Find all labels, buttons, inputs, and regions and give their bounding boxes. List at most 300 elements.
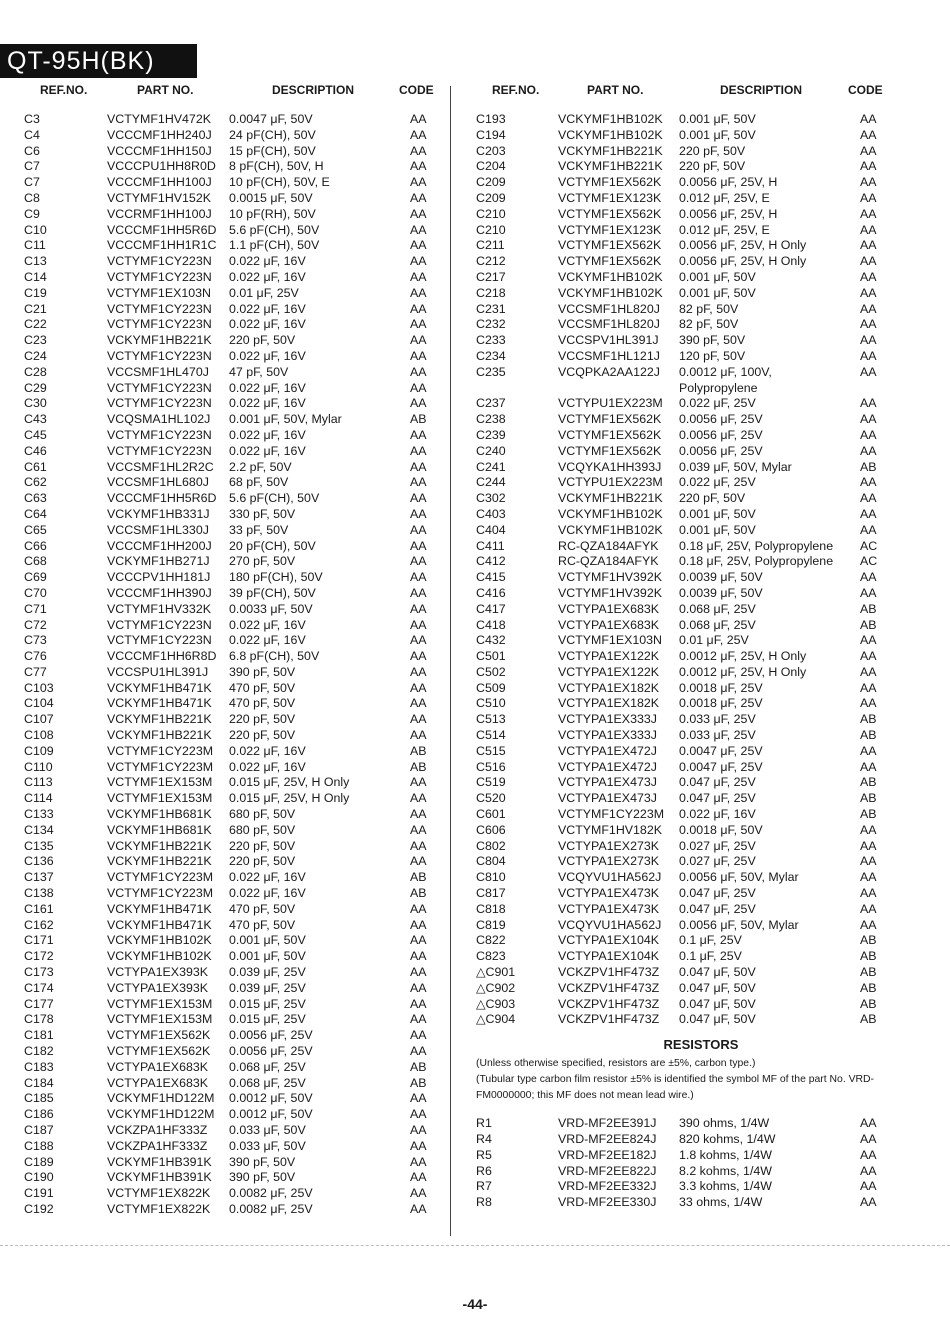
part-row xyxy=(24,760,444,776)
ref-no: C29 xyxy=(24,380,47,395)
part-no: VCTYMF1EX562K xyxy=(558,412,662,427)
part-row xyxy=(476,728,926,744)
part-row xyxy=(476,381,926,397)
description: 0.022 μF, 16V xyxy=(229,396,306,411)
code: AA xyxy=(410,254,427,269)
description: 82 pF, 50V xyxy=(679,317,739,332)
code: AB xyxy=(860,601,877,616)
part-no: VCCSPV1HL391J xyxy=(558,333,659,348)
ref-no: C64 xyxy=(24,506,47,521)
code: AA xyxy=(860,1179,877,1194)
code: AA xyxy=(410,696,427,711)
description: 0.0082 μF, 25V xyxy=(229,1201,313,1216)
description: 0.0056 μF, 25V xyxy=(229,1044,313,1059)
column-divider xyxy=(450,86,451,1236)
part-no: VCCCMF1HH5R6D xyxy=(107,491,217,506)
part-no: VCKYMF1HB221K xyxy=(107,712,212,727)
part-row xyxy=(24,270,444,286)
part-no: VCTYPA1EX273K xyxy=(558,838,660,853)
part-row xyxy=(476,712,926,728)
ref-no: C3 xyxy=(24,112,40,126)
part-row xyxy=(476,760,926,776)
part-no: VCTYPA1EX182K xyxy=(558,680,660,695)
part-no: VCTYMF1EX562K xyxy=(558,206,662,221)
code: AA xyxy=(410,1091,427,1106)
part-no: VCKYMF1HB271J xyxy=(107,554,210,569)
part-no: VCTYPU1EX223M xyxy=(558,475,663,490)
description: 47 pF, 50V xyxy=(229,364,289,379)
description: 2.2 pF, 50V xyxy=(229,459,292,474)
description: 0.022 μF, 16V xyxy=(229,317,306,332)
code: AA xyxy=(410,649,427,664)
ref-no: C187 xyxy=(24,1123,54,1137)
model-title: QT-95H(BK) xyxy=(0,44,197,78)
description: 10 pF(CH), 50V, E xyxy=(229,175,330,190)
part-row xyxy=(476,918,926,934)
part-no: VCKZPV1HF473Z xyxy=(558,996,660,1011)
part-no: VCTYPA1EX473J xyxy=(558,775,657,790)
ref-no: C192 xyxy=(24,1201,54,1216)
part-no: VCKYMF1HB681K xyxy=(107,822,212,837)
part-no: VCTYMF1EX123K xyxy=(558,222,662,237)
ref-no: C177 xyxy=(24,996,54,1011)
code: AA xyxy=(410,1123,427,1137)
description: 0.0047 μF, 25V xyxy=(679,759,763,774)
part-no: VCTYMF1EX153M xyxy=(107,1012,213,1027)
ref-no: C72 xyxy=(24,617,47,632)
part-no: VCQSMA1HL102J xyxy=(107,412,211,427)
ref-no: C45 xyxy=(24,427,47,442)
description: 8.2 kohms, 1/4W xyxy=(679,1163,772,1178)
ref-no: C61 xyxy=(24,459,47,474)
code: AA xyxy=(860,1116,877,1131)
code: AA xyxy=(410,269,427,284)
description: 0.047 μF, 50V xyxy=(679,996,756,1011)
code: AA xyxy=(860,570,877,585)
ref-no: C204 xyxy=(476,159,506,174)
code: AA xyxy=(410,1044,427,1059)
part-row xyxy=(24,507,444,523)
header-part-right: PART NO. xyxy=(587,83,644,97)
description: 0.001 μF, 50V xyxy=(679,522,756,537)
part-row xyxy=(476,333,926,349)
description: 220 pF, 50V xyxy=(679,159,746,174)
code: AA xyxy=(860,159,877,174)
part-no: VCTYPA1EX104K xyxy=(558,933,660,948)
part-no: VCTYPA1EX393K xyxy=(107,965,209,980)
part-row xyxy=(476,823,926,839)
code: AB xyxy=(860,965,877,980)
ref-no: C43 xyxy=(24,412,47,427)
part-row xyxy=(24,918,444,934)
part-no: VCKYMF1HB391K xyxy=(107,1154,212,1169)
code: AA xyxy=(410,822,427,837)
part-row xyxy=(476,128,926,144)
code: AA xyxy=(410,791,427,806)
part-row xyxy=(476,586,926,602)
part-row xyxy=(476,744,926,760)
code: AA xyxy=(860,443,877,458)
header-code-right: CODE xyxy=(848,83,883,97)
code: AA xyxy=(410,980,427,995)
description: 180 pF(CH), 50V xyxy=(229,570,323,585)
code: AA xyxy=(410,1154,427,1169)
code: AA xyxy=(410,206,427,221)
part-no: VCCCMF1HH5R6D xyxy=(107,222,217,237)
part-row xyxy=(24,775,444,791)
description: 390 pF, 50V xyxy=(679,333,746,348)
description: 0.18 μF, 25V, Polypropylene xyxy=(679,538,834,553)
description: 0.047 μF, 50V xyxy=(679,965,756,980)
code: AA xyxy=(410,1201,427,1216)
part-no: VCTYMF1EX562K xyxy=(558,175,662,190)
code: AA xyxy=(410,301,427,316)
part-row xyxy=(24,823,444,839)
ref-no: C185 xyxy=(24,1091,54,1106)
description: 220 pF, 50V xyxy=(229,838,296,853)
code: AA xyxy=(410,554,427,569)
description: 0.0047 μF, 50V xyxy=(229,112,313,126)
part-no: VCTYMF1CY223N xyxy=(107,633,212,648)
part-no: VCKYMF1HD122M xyxy=(107,1091,215,1106)
ref-no: C210 xyxy=(476,206,506,221)
code: AA xyxy=(860,1147,877,1162)
part-no: VCTYMF1CY223M xyxy=(558,807,665,822)
part-no: VCTYMF1EX562K xyxy=(558,443,662,458)
code: AA xyxy=(860,822,877,837)
description: 0.0039 μF, 50V xyxy=(679,585,763,600)
code: AA xyxy=(410,475,427,490)
description: 0.027 μF, 25V xyxy=(679,838,756,853)
ref-no: C4 xyxy=(24,127,40,142)
ref-no: C181 xyxy=(24,1028,54,1043)
description: 1.8 kohms, 1/4W xyxy=(679,1147,772,1162)
code: AA xyxy=(860,1132,877,1147)
code: AA xyxy=(410,901,427,916)
code: AA xyxy=(410,1186,427,1201)
ref-no: C519 xyxy=(476,775,506,790)
part-no: VCTYMF1EX103N xyxy=(107,285,211,300)
description: 39 pF(CH), 50V xyxy=(229,585,316,600)
ref-no: C10 xyxy=(24,222,47,237)
part-row xyxy=(476,570,926,586)
part-no: VCKYMF1HB102K xyxy=(558,269,663,284)
part-row xyxy=(24,159,444,175)
part-no: VCTYPA1EX333J xyxy=(558,712,657,727)
code: AB xyxy=(410,1059,427,1074)
part-no: VCTYMF1CY223N xyxy=(107,254,212,269)
description: 0.022 μF, 16V xyxy=(679,807,756,822)
part-no: VCKYMF1HB102K xyxy=(558,112,663,126)
code: AA xyxy=(410,838,427,853)
ref-no: C509 xyxy=(476,680,506,695)
page-footer-rule xyxy=(0,1245,950,1246)
ref-no: C516 xyxy=(476,759,506,774)
part-row xyxy=(24,1076,444,1092)
part-no: VCQYVU1HA562J xyxy=(558,870,662,885)
code: AA xyxy=(410,348,427,363)
part-row xyxy=(476,949,926,965)
description: 0.0056 μF, 25V xyxy=(679,412,763,427)
part-no: VCTYMF1EX562K xyxy=(558,254,662,269)
description: 0.022 μF, 16V xyxy=(229,443,306,458)
ref-no: C183 xyxy=(24,1059,54,1074)
description: 390 ohms, 1/4W xyxy=(679,1116,770,1131)
ref-no: C134 xyxy=(24,822,54,837)
part-row xyxy=(476,902,926,918)
part-no: VCTYPU1EX223M xyxy=(558,396,663,411)
header-desc-right: DESCRIPTION xyxy=(720,83,803,97)
part-no: VCTYMF1HV332K xyxy=(107,601,211,616)
code: AA xyxy=(860,901,877,916)
part-no: VCKYMF1HB102K xyxy=(558,285,663,300)
code: AA xyxy=(860,680,877,695)
description: 0.022 μF, 16V xyxy=(229,886,306,901)
code: AA xyxy=(860,127,877,142)
description: 24 pF(CH), 50V xyxy=(229,127,316,142)
part-row xyxy=(24,302,444,318)
description: 0.022 μF, 16V xyxy=(229,617,306,632)
part-row xyxy=(24,965,444,981)
code: AA xyxy=(860,886,877,901)
ref-no: C28 xyxy=(24,364,47,379)
part-row xyxy=(24,412,444,428)
code: AA xyxy=(410,917,427,932)
part-no: VCCSMF1HL330J xyxy=(107,522,209,537)
description: 220 pF, 50V xyxy=(679,143,746,158)
part-no: VRD-MF2EE182J xyxy=(558,1147,657,1162)
description: 0.0056 μF, 25V xyxy=(679,427,763,442)
description: 0.047 μF, 50V xyxy=(679,980,756,995)
ref-no: C68 xyxy=(24,554,47,569)
ref-no: C7 xyxy=(24,175,40,190)
part-row xyxy=(24,286,444,302)
resistor-row xyxy=(476,1116,926,1132)
part-row xyxy=(24,1202,444,1218)
ref-no: C21 xyxy=(24,301,47,316)
ref-no: C302 xyxy=(476,491,506,506)
part-row xyxy=(24,349,444,365)
ref-no: C238 xyxy=(476,412,506,427)
description: 0.0015 μF, 50V xyxy=(229,190,313,205)
part-row xyxy=(24,933,444,949)
part-row xyxy=(476,554,926,570)
description: 0.047 μF, 25V xyxy=(679,886,756,901)
ref-no: C19 xyxy=(24,285,47,300)
description: 0.0012 μF, 100V, xyxy=(679,364,772,379)
code: AB xyxy=(860,775,877,790)
part-row xyxy=(24,491,444,507)
code: AA xyxy=(410,728,427,743)
code: AA xyxy=(410,570,427,585)
part-row xyxy=(24,870,444,886)
ref-no: C416 xyxy=(476,585,506,600)
code: AA xyxy=(410,933,427,948)
description: 390 pF, 50V xyxy=(229,1170,296,1185)
ref-no: C191 xyxy=(24,1186,54,1201)
ref-no: C22 xyxy=(24,317,47,332)
code: AA xyxy=(410,1028,427,1043)
description: 470 pF, 50V xyxy=(229,696,296,711)
description: 680 pF, 50V xyxy=(229,807,296,822)
part-no: VCCSPU1HL391J xyxy=(107,664,209,679)
ref-no: C822 xyxy=(476,933,506,948)
ref-no: C188 xyxy=(24,1138,54,1153)
part-row xyxy=(24,207,444,223)
part-no: VCTYMF1EX822K xyxy=(107,1186,211,1201)
part-no: VCTYPA1EX393K xyxy=(107,980,209,995)
part-no: VCTYMF1CY223M xyxy=(107,759,214,774)
part-no: VRD-MF2EE332J xyxy=(558,1179,657,1194)
part-row xyxy=(24,254,444,270)
part-no: VCQYVU1HA562J xyxy=(558,917,662,932)
code: AA xyxy=(860,269,877,284)
part-no: VCTYMF1EX103N xyxy=(558,633,662,648)
description: 0.0056 μF, 25V, H Only xyxy=(679,254,807,269)
part-no: VCKYMF1HB221K xyxy=(107,333,212,348)
part-row xyxy=(476,997,926,1013)
description: 6.8 pF(CH), 50V xyxy=(229,649,320,664)
code: AB xyxy=(860,996,877,1011)
part-no: VCTYMF1CY223M xyxy=(107,870,214,885)
code: AA xyxy=(860,870,877,885)
ref-no: C601 xyxy=(476,807,506,822)
ref-no: △C903 xyxy=(476,996,516,1011)
ref-no: C65 xyxy=(24,522,47,537)
code: AA xyxy=(410,127,427,142)
code: AA xyxy=(860,759,877,774)
part-row xyxy=(24,1012,444,1028)
description: 0.001 μF, 50V xyxy=(679,285,756,300)
description: 3.3 kohms, 1/4W xyxy=(679,1179,772,1194)
code: AA xyxy=(860,664,877,679)
description: 0.0056 μF, 25V, H Only xyxy=(679,238,807,253)
description: 0.012 μF, 25V, E xyxy=(679,222,770,237)
part-no: VCTYPA1EX333J xyxy=(558,728,657,743)
code: AA xyxy=(410,680,427,695)
part-no: VCTYPA1EX104K xyxy=(558,949,660,964)
ref-no: C71 xyxy=(24,601,47,616)
part-row xyxy=(476,175,926,191)
ref-no: C69 xyxy=(24,570,47,585)
part-no: VCTYMF1CY223M xyxy=(107,886,214,901)
code: AA xyxy=(410,427,427,442)
code: AA xyxy=(410,459,427,474)
code: AA xyxy=(860,491,877,506)
ref-no: C8 xyxy=(24,190,40,205)
code: AB xyxy=(860,980,877,995)
ref-no: C513 xyxy=(476,712,506,727)
part-row xyxy=(476,207,926,223)
ref-no: C108 xyxy=(24,728,54,743)
part-row xyxy=(476,349,926,365)
part-row xyxy=(24,665,444,681)
header-part-left: PART NO. xyxy=(137,83,194,97)
description: 0.022 μF, 16V xyxy=(229,301,306,316)
description: 0.022 μF, 16V xyxy=(229,254,306,269)
header-desc-left: DESCRIPTION xyxy=(272,83,355,97)
ref-no: C178 xyxy=(24,1012,54,1027)
part-no: VCTYPA1EX472J xyxy=(558,759,657,774)
part-no: RC-QZA184AFYK xyxy=(558,538,659,553)
ref-no: C810 xyxy=(476,870,506,885)
part-row xyxy=(24,791,444,807)
ref-no: C415 xyxy=(476,570,506,585)
description: 0.015 μF, 25V, H Only xyxy=(229,791,350,806)
ref-no: C241 xyxy=(476,459,506,474)
code: AA xyxy=(410,585,427,600)
part-no: VCKYMF1HB102K xyxy=(107,933,212,948)
part-row xyxy=(476,270,926,286)
part-row xyxy=(476,412,926,428)
description: 0.039 μF, 25V xyxy=(229,965,306,980)
ref-no: C173 xyxy=(24,965,54,980)
part-no: VCTYMF1CY223N xyxy=(107,269,212,284)
ref-no: C819 xyxy=(476,917,506,932)
part-row xyxy=(24,854,444,870)
description: 33 pF, 50V xyxy=(229,522,289,537)
ref-no: C823 xyxy=(476,949,506,964)
code: AA xyxy=(860,854,877,869)
part-no: VRD-MF2EE822J xyxy=(558,1163,657,1178)
description: 0.022 μF, 25V xyxy=(679,475,756,490)
code: AB xyxy=(410,1075,427,1090)
description: 220 pF, 50V xyxy=(229,712,296,727)
code: AA xyxy=(410,664,427,679)
parts-list-right xyxy=(476,112,926,1211)
description: 0.068 μF, 25V xyxy=(229,1075,306,1090)
part-row xyxy=(476,238,926,254)
part-no: VCCCMF1HH150J xyxy=(107,143,212,158)
part-row xyxy=(24,981,444,997)
description: 0.0056 μF, 25V xyxy=(229,1028,313,1043)
ref-no: C817 xyxy=(476,886,506,901)
ref-no: C232 xyxy=(476,317,506,332)
ref-no: C193 xyxy=(476,112,506,126)
part-no: VCKYMF1HB102K xyxy=(558,506,663,521)
description: 0.022 μF, 16V xyxy=(229,380,306,395)
code: AB xyxy=(410,743,427,758)
part-row xyxy=(476,523,926,539)
code: AA xyxy=(860,649,877,664)
ref-no: C11 xyxy=(24,238,46,253)
part-row xyxy=(476,618,926,634)
part-no: VCKZPV1HF473Z xyxy=(558,965,660,980)
part-no: VCTYMF1CY223N xyxy=(107,348,212,363)
code: AA xyxy=(410,996,427,1011)
ref-no: C502 xyxy=(476,664,506,679)
part-no: VCKYMF1HB221K xyxy=(558,491,663,506)
part-row xyxy=(476,302,926,318)
ref-no: C103 xyxy=(24,680,54,695)
ref-no: C244 xyxy=(476,475,506,490)
description: 0.0012 μF, 25V, H Only xyxy=(679,664,807,679)
code: AB xyxy=(860,617,877,632)
code: AA xyxy=(860,917,877,932)
part-row xyxy=(476,144,926,160)
description: 0.033 μF, 50V xyxy=(229,1123,306,1137)
code: AA xyxy=(860,317,877,332)
ref-no: C501 xyxy=(476,649,506,664)
part-no: VCCCMF1HH240J xyxy=(107,127,212,142)
part-row xyxy=(24,1170,444,1186)
part-row xyxy=(476,444,926,460)
code: AA xyxy=(410,317,427,332)
ref-no: C203 xyxy=(476,143,506,158)
code: AC xyxy=(860,538,878,553)
code: AB xyxy=(860,807,877,822)
code: AA xyxy=(860,1195,877,1210)
